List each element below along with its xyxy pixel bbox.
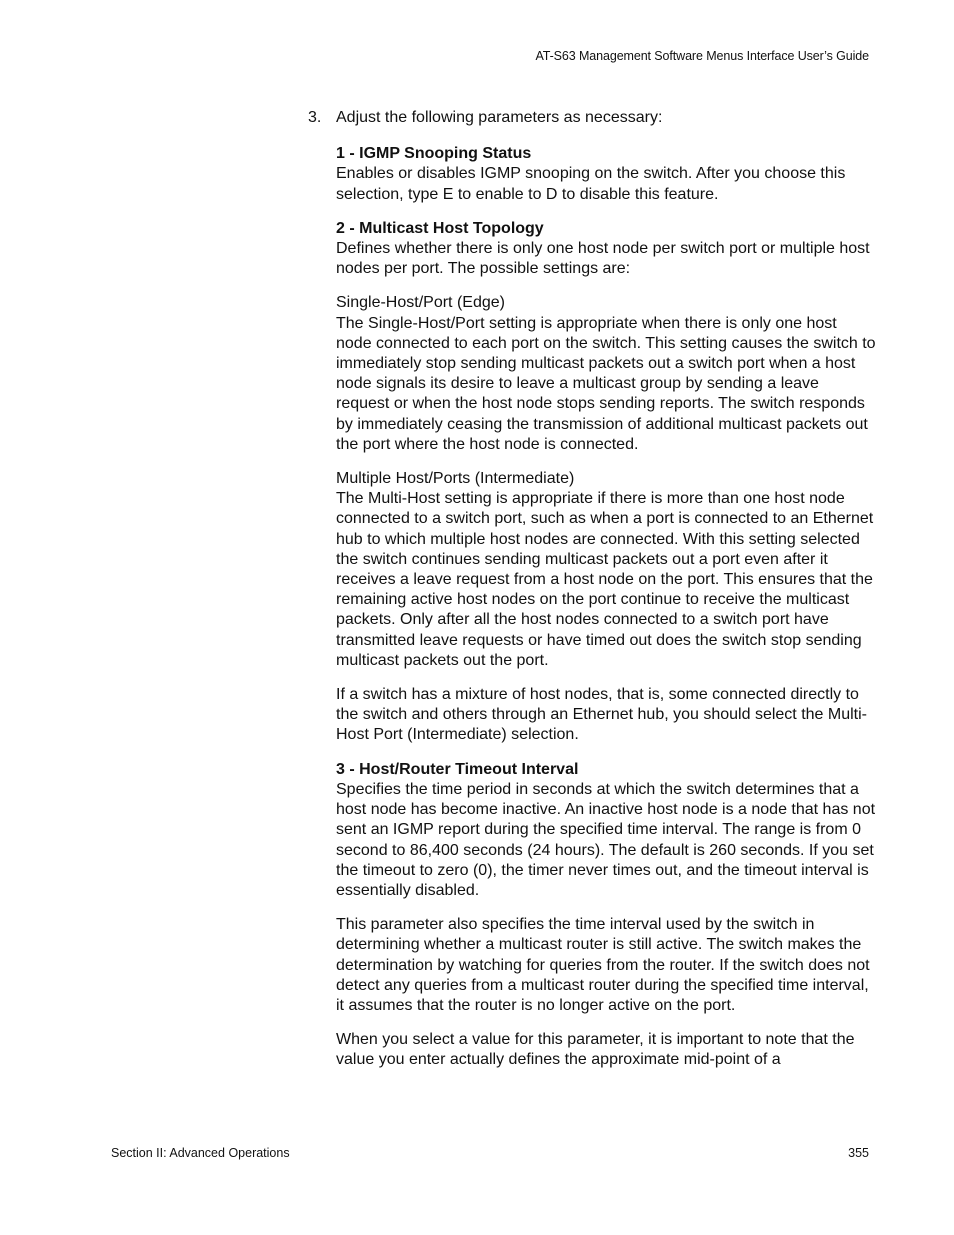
setting-single-host xyxy=(336,293,876,455)
param-heading: 1 - IGMP Snooping Status xyxy=(336,145,532,163)
param-heading: 2 - Multicast Host Topology xyxy=(336,219,544,237)
param-heading: 3 - Host/Router Timeout Interval xyxy=(336,760,579,778)
timeout-midpoint-paragraph: When you select a value for this parameter, it is important to note that the value you enter actually defines the approximate mid-point of a xyxy=(336,1031,855,1069)
page-body xyxy=(308,108,876,1085)
param-description: Defines whether there is only one host node per switch port or multiple host nodes per port. The possible settings are: xyxy=(336,240,870,278)
mixture-note: If a switch has a mixture of host nodes, that is, some connected directly to the switch and others through an Ethernet hub, you should select the Multi-Host Port (Intermediate) selection. xyxy=(336,686,867,744)
page-number: 355 xyxy=(848,1146,869,1160)
setting-title: Multiple Host/Ports (Intermediate) xyxy=(336,470,575,488)
setting-multiple-host xyxy=(336,469,876,671)
running-header: AT-S63 Management Software Menus Interface User’s Guide xyxy=(535,49,869,63)
param-multicast-host-topology xyxy=(336,219,876,280)
footer-section: Section II: Advanced Operations xyxy=(111,1146,290,1160)
param-igmp-snooping-status xyxy=(336,144,876,205)
param-description: Specifies the time period in seconds at which the switch determines that a host node has become inactive. An inactive host node is a node that has not sent an IGMP report during the specified time interval. The range is from 0 second to 86,400 seconds (24 hours). The default is 260 seconds. If you set the timeout to zero (0), the timer never times out, and the timeout interval is essentially disabled. xyxy=(336,780,876,899)
setting-title: Single-Host/Port (Edge) xyxy=(336,294,505,312)
param-description: Enables or disables IGMP snooping on the switch. After you choose this selection, type E to enable to D to disable this feature. xyxy=(336,165,846,203)
setting-text: The Multi-Host setting is appropriate if there is more than one host node connected to a switch port, such as when a port is connected to an Ethernet hub to which multiple host nodes are connected. With this setting selected the switch continues sending multicast packets out a port even after it receives a leave request from a host node on the port. This ensures that the remaining active host nodes on the port continue to receive the multicast packets. Only after all the host nodes connected to a switch port have transmitted leave requests or have timed out does the switch stop sending multicast packets out the port. xyxy=(336,490,874,669)
step-number: 3. xyxy=(308,109,322,126)
setting-text: The Single-Host/Port setting is appropriate when there is only one host node connected to each port on the switch. This setting causes the switch to immediately stop sending multicast packets out a switch port when a host node signals its desire to leave a multicast group by sending a leave request or when the host node stops sending reports. The switch responds by immediately ceasing the transmission of additional multicast packets out the port where the host node is connected. xyxy=(336,314,876,453)
param-host-router-timeout xyxy=(336,760,876,901)
timeout-router-paragraph: This parameter also specifies the time interval used by the switch in determining whether a multicast router is still active. The switch makes the determination by watching for queries from the router. If the switch does not detect any queries from a multicast router during the specified time interval, it assumes that the router is no longer active on the port. xyxy=(336,916,870,1014)
step-3 xyxy=(308,108,876,128)
step-text: Adjust the following parameters as necessary: xyxy=(336,109,663,126)
